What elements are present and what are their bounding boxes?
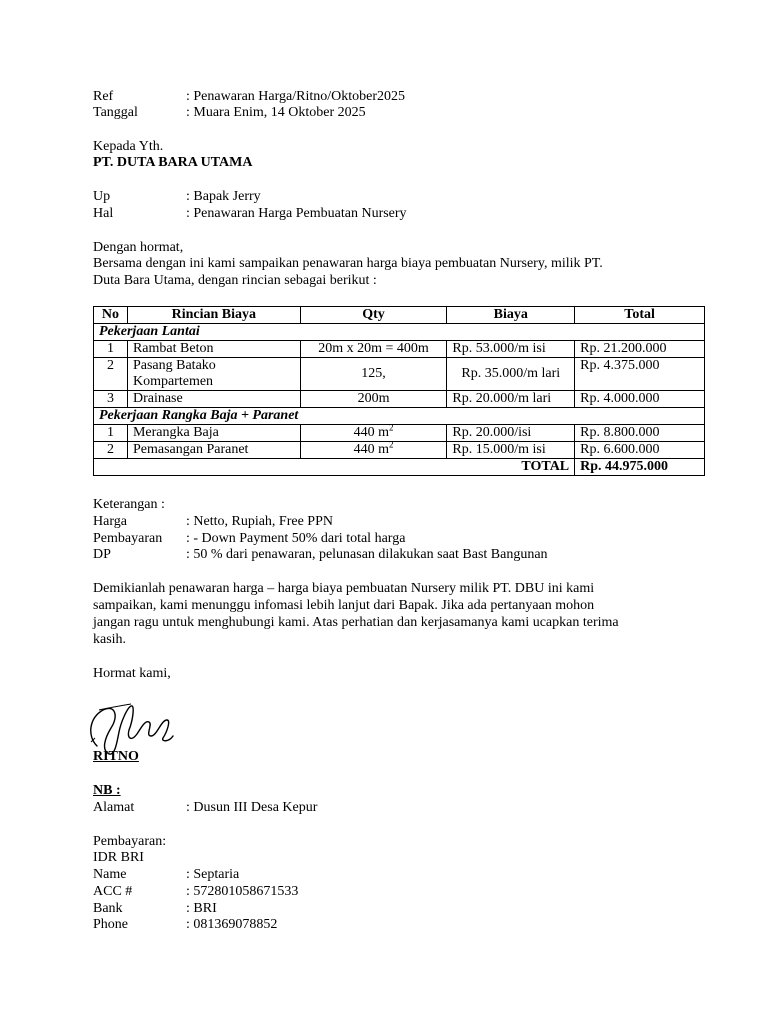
cell-qty: 200m [300,391,447,408]
header-biaya: Biaya [447,307,575,324]
cell-qty [300,422,447,442]
payment-bank-value: : BRI [186,901,217,916]
table-row [94,341,705,358]
payment-phone-line [93,916,277,933]
payment-name-value: : Septaria [186,867,240,882]
cell-item-line2: Kompartemen [132,374,214,389]
cell-no: 3 [94,391,128,408]
keterangan-title: Keterangan : [93,497,165,512]
qty-superscript: 2 [388,439,394,450]
cell-biaya: Rp. 20.000/m lari [447,391,575,408]
closing-line-1 [93,580,674,597]
ref-label: Ref [93,89,114,104]
payment-phone-value: : 081369078852 [186,917,278,932]
closing-line-2 [93,597,674,614]
cost-table [93,306,705,476]
hal-value: : Penawaran Harga Pembuatan Nursery [186,206,407,221]
up-label: Up [93,189,111,204]
payment-acc-label: ACC # [93,884,133,899]
cell-item: Pemasangan Paranet [127,442,300,459]
alamat-value: : Dusun III Desa Kepur [186,800,318,815]
tanggal-line [93,104,366,121]
hal-label: Hal [93,206,114,221]
closing-text-1: Demikianlah penawaran harga – harga biaya pembuatan Nursery milik PT. DBU ini kami [93,581,595,596]
payment-name-line [93,866,239,883]
salutation: Dengan hormat, [93,240,184,255]
pembayaran-value: : - Down Payment 50% dari total harga [186,531,406,546]
payment-name-label: Name [93,867,127,882]
cell-biaya: Rp. 53.000/m isi [447,341,575,358]
tanggal-value: : Muara Enim, 14 Oktober 2025 [186,105,366,120]
ref-value: : Penawaran Harga/Ritno/Oktober2025 [186,89,406,104]
tanggal-label: Tanggal [93,105,138,120]
payment-acc-value: : 572801058671533 [186,884,299,899]
section-title: Pekerjaan Lantai [94,324,705,341]
up-line [93,188,261,205]
table-row [94,442,705,459]
ref-line [93,88,405,105]
table-row [94,391,705,408]
cell-no: 2 [94,442,128,459]
cell-no: 1 [94,425,128,442]
cell-qty [300,439,447,459]
cell-no: 2 [94,358,128,391]
closing-text-2: sampaikan, kami menunggu infomasi lebih lanjut dari Bapak. Jika ada pertanyaan mohon [93,598,595,613]
cell-biaya: Rp. 35.000/m lari [447,358,575,391]
dp-label: DP [93,547,111,562]
closing-text-3: jangan ragu untuk menghubungi kami. Atas perhatian dan kerjasamanya kami ucapkan terima [93,615,619,630]
alamat-label: Alamat [93,800,135,815]
pembayaran-line [93,530,405,547]
recipient-greeting: Kepada Yth. [93,139,164,154]
cell-total: Rp. 4.375.000 [575,358,705,391]
header-qty: Qty [300,307,447,324]
qty-text: 440 m [353,442,389,457]
cell-biaya: Rp. 15.000/m isi [447,442,575,459]
alamat-line [93,799,317,816]
hal-line [93,205,407,222]
payment-bank-detail-line [93,900,217,917]
up-value: : Bapak Jerry [186,189,261,204]
regards: Hormat kami, [93,666,171,681]
cell-total: Rp. 21.200.000 [575,341,705,358]
total-value: Rp. 44.975.000 [575,459,705,476]
harga-label: Harga [93,514,127,529]
closing-line-4: kasih. [93,632,127,647]
harga-line [93,513,333,530]
header-no: No [94,307,128,324]
cell-qty: 20m x 20m = 400m [300,341,447,358]
pembayaran-label: Pembayaran [93,531,163,546]
section-title: Pekerjaan Rangka Baja + Paranet [94,408,705,425]
cell-qty: 125, [300,358,447,391]
payment-acc-line [93,883,298,900]
signer-name: RITNO [93,749,139,764]
nb-title: NB : [93,783,121,798]
dp-line [93,546,548,563]
section-row [94,324,705,341]
payment-bank-label: Bank [93,901,123,916]
payment-title: Pembayaran: [93,834,167,849]
header-rincian: Rincian Biaya [127,307,300,324]
cell-item [127,358,300,391]
table-row [94,425,705,442]
dp-value: : 50 % dari penawaran, pelunasan dilakukan saat Bast Bangunan [186,547,548,562]
qty-superscript: 2 [388,422,394,433]
cell-total: Rp. 8.800.000 [575,425,705,442]
total-label: TOTAL [94,459,575,476]
cell-item: Drainase [127,391,300,408]
cell-item: Merangka Baja [127,425,300,442]
table-header-row [94,307,705,324]
payment-bank-line: IDR BRI [93,850,144,865]
qty-text: 440 m [353,425,389,440]
total-row [94,459,705,476]
table-row [94,358,705,391]
opening-line-1: Bersama dengan ini kami sampaikan penawaran harga biaya pembuatan Nursery, milik PT. [93,256,603,271]
header-total: Total [575,307,705,324]
recipient-company: PT. DUTA BARA UTAMA [93,155,253,170]
cell-item-line1: Pasang Batako [132,358,216,373]
section-row [94,408,705,425]
closing-line-3 [93,614,674,631]
cell-total: Rp. 4.000.000 [575,391,705,408]
cell-total: Rp. 6.600.000 [575,442,705,459]
cell-item: Rambat Beton [127,341,300,358]
cell-no: 1 [94,341,128,358]
cell-biaya: Rp. 20.000/isi [447,425,575,442]
payment-phone-label: Phone [93,917,128,932]
harga-value: : Netto, Rupiah, Free PPN [186,514,333,529]
opening-line-2: Duta Bara Utama, dengan rincian sebagai berikut : [93,273,377,288]
